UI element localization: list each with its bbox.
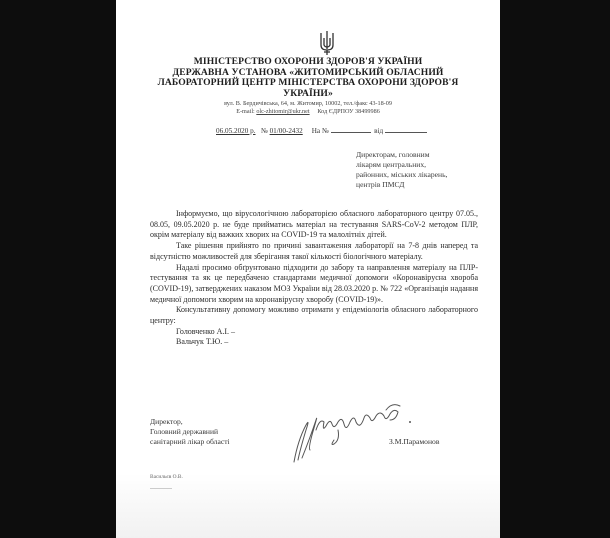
document-page: [116, 0, 500, 538]
institution-address: [116, 100, 500, 116]
contact-person-1: Головченко А.І. –: [176, 326, 236, 336]
addressee-line: лікарям центральних,: [356, 160, 427, 169]
number-label: №: [260, 127, 268, 135]
registration-number: 01/00-2432: [269, 127, 303, 135]
letter-body: [150, 209, 478, 348]
executor-divider: [150, 488, 172, 489]
reference-blank: [331, 125, 371, 133]
header-line-4: УКРАЇНИ»: [283, 87, 333, 99]
signatory-title-line: санітарний лікар області: [150, 437, 230, 446]
signatory-title-line: Директор,: [150, 417, 183, 426]
street-address: вул. В. Бердичівська, 64, м. Житомир, 10002, тел./факс 43-18-09: [224, 100, 392, 107]
addressee-block: [356, 150, 447, 190]
addressee-line: районних, міських лікарень,: [356, 170, 448, 179]
paragraph-2: Таке рішення прийнято по причині завантаження лабораторії на 7-8 днів наперед та відсутністю можливостей для зберігання такої кількості біологічного матеріалу.: [150, 241, 478, 261]
edrpou-code: Код ЄДРПОУ 38499986: [317, 108, 380, 115]
institution-header: [116, 57, 500, 99]
from-label: від: [374, 127, 384, 135]
contact-line: [116, 108, 500, 116]
addressee-line: центрів ПМСД: [356, 180, 405, 189]
signatory-title-line: Головний державний: [150, 427, 219, 436]
email-label: E-mail:: [236, 108, 255, 115]
header-line-1: МІНІСТЕРСТВО ОХОРОНИ ЗДОРОВ'Я УКРАЇНИ: [193, 56, 423, 67]
paragraph-1: Інформуємо, що вірусологічною лабораторією обласного лабораторного центру 07.05., 08.05, 09.05.2020 р. не буде прийматись матеріал на тестування SARS-CoV-2 методом ПЛР, окрім матеріалу від важких хворих на COVID-19 та малолітніх дітей.: [150, 209, 478, 240]
header-line-3: ЛАБОРАТОРНИЙ ЦЕНТР МІНІСТЕРСТВА ОХОРОНИ ЗДОРОВ'Я: [157, 77, 459, 88]
contact-person-2: Вальчук Т.Ю. –: [176, 337, 229, 347]
from-blank: [385, 125, 427, 133]
executor-name: Васильєв О.В.: [150, 474, 183, 480]
registration-date: 06.05.2020 р.: [216, 127, 256, 135]
paragraph-4: Консультативну допомогу можливо отримати у епідеміологів обласного лабораторного центру:: [150, 305, 478, 326]
reference-label: На №: [311, 127, 329, 135]
trident-emblem-icon: [318, 30, 336, 56]
header-line-2: ДЕРЖАВНА УСТАНОВА «ЖИТОМИРСЬКИЙ ОБЛАСНИЙ: [172, 66, 444, 78]
signatory-title: [150, 417, 230, 447]
handwritten-signature-icon: [276, 400, 416, 470]
signatory-name: З.М.Парамонов: [389, 437, 440, 446]
paragraph-3: Надалі просимо обґрунтовано підходити до забору та направлення матеріалу на ПЛР-тестування та як це передбачено стандартами медичної допомоги «Коронавірусна хвороба (COVID-19), затверджених наказом МОЗ України від 28.03.2020 р. № 722 «Організація надання медичної допомоги хворим на коронавірусну хворобу (COVID-19)».: [150, 262, 478, 304]
registration-line: [216, 125, 427, 135]
addressee-line: Директорам, головним: [356, 150, 430, 159]
email-link[interactable]: olc-zhitomir@ukr.net: [256, 108, 310, 115]
